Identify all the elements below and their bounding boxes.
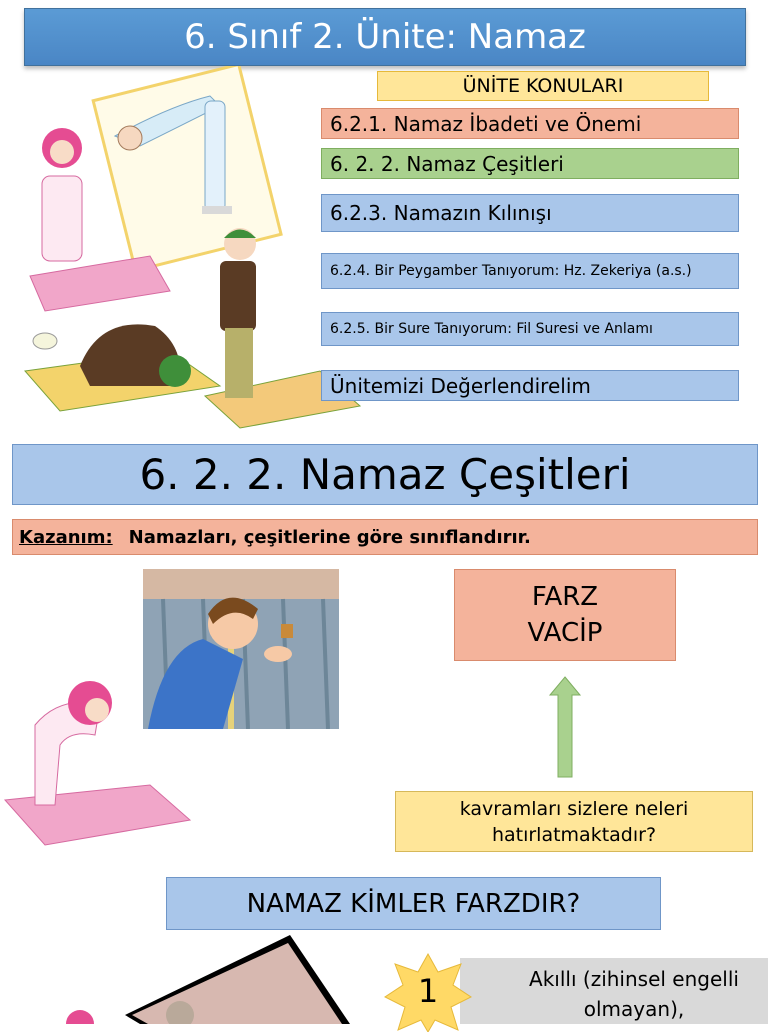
question-box: kavramları sizlere neleri hatırlatmaktadır?: [395, 791, 753, 852]
topic-item[interactable]: Ünitemizi Değerlendirelim: [321, 370, 739, 401]
kazanim-text: Namazları, çeşitlerine göre sınıflandırır.: [128, 526, 531, 548]
girl-bowing-illustration: [0, 665, 195, 850]
concept-vacip: VACİP: [527, 618, 603, 648]
condition-number: 1: [417, 972, 439, 1010]
prostrating-man-figure: [25, 324, 220, 411]
concepts-box: [454, 569, 676, 661]
prayer-illustration: [20, 66, 365, 436]
topic-item[interactable]: 6. 2. 2. Namaz Çeşitleri: [321, 148, 739, 179]
section-heading: 6. 2. 2. Namaz Çeşitleri: [12, 444, 758, 505]
condition-box: Akıllı (zihinsel engelli olmayan),: [460, 958, 768, 1024]
topic-item[interactable]: 6.2.1. Namaz İbadeti ve Önemi: [321, 108, 739, 139]
concept-farz: FARZ: [531, 582, 599, 612]
topic-item[interactable]: 6.2.5. Bir Sure Tanıyorum: Fil Suresi ve Anlamı: [321, 312, 739, 346]
page-title: 6. Sınıf 2. Ünite: Namaz: [24, 8, 746, 66]
kazanim-bar: [12, 519, 758, 555]
topic-item[interactable]: 6.2.4. Bir Peygamber Tanıyorum: Hz. Zekeriya (a.s.): [321, 253, 739, 289]
bottom-illustration: [50, 935, 350, 1024]
topic-item[interactable]: 6.2.3. Namazın Kılınışı: [321, 194, 739, 232]
unite-konulari-label: ÜNİTE KONULARI: [377, 71, 709, 101]
up-arrow-icon: [548, 675, 582, 779]
kazanim-label: Kazanım:: [19, 526, 113, 548]
kimler-heading: NAMAZ KİMLER FARZDIR?: [166, 877, 661, 930]
